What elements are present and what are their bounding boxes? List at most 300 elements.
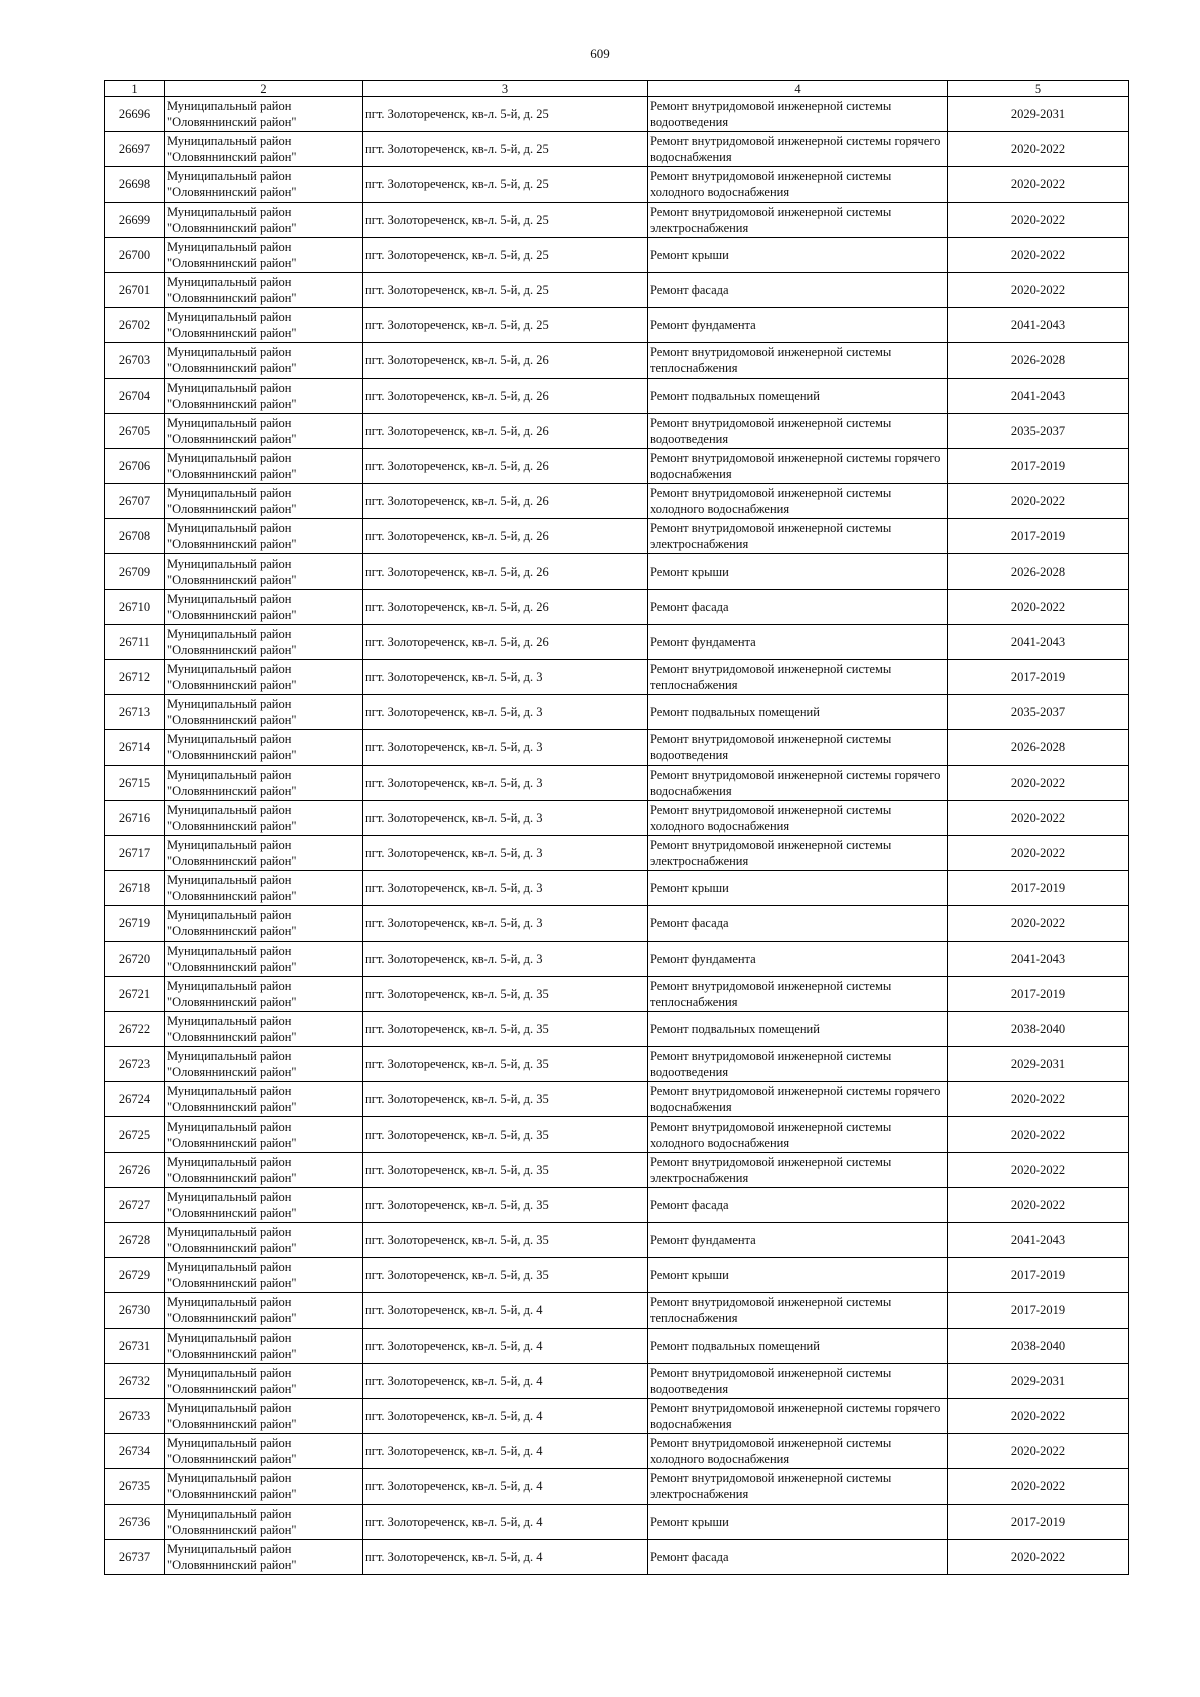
table-row bbox=[105, 1539, 1129, 1574]
municipality-cell bbox=[165, 1539, 363, 1574]
municipality-cell bbox=[165, 660, 363, 695]
table-row bbox=[105, 1434, 1129, 1469]
municipality-line: "Оловяннинский район" bbox=[167, 1346, 297, 1361]
row-number: 26704 bbox=[105, 378, 165, 413]
column-header: 3 bbox=[363, 81, 648, 97]
municipality-line: "Оловяннинский район" bbox=[167, 1381, 297, 1396]
municipality-line: "Оловяннинский район" bbox=[167, 1311, 297, 1326]
table-header-row bbox=[105, 81, 1129, 97]
table-row bbox=[105, 1363, 1129, 1398]
municipality-line: Муниципальный район bbox=[167, 450, 292, 465]
municipality-cell bbox=[165, 343, 363, 378]
address-cell: пгт. Золотореченск, кв-л. 5-й, д. 35 bbox=[363, 1152, 648, 1187]
municipality-cell bbox=[165, 448, 363, 483]
address-cell: пгт. Золотореченск, кв-л. 5-й, д. 4 bbox=[363, 1539, 648, 1574]
table-row bbox=[105, 132, 1129, 167]
municipality-line: "Оловяннинский район" bbox=[167, 1276, 297, 1291]
municipality-cell bbox=[165, 941, 363, 976]
work-type-cell: Ремонт подвальных помещений bbox=[648, 1011, 948, 1046]
table-row bbox=[105, 167, 1129, 202]
address-cell: пгт. Золотореченск, кв-л. 5-й, д. 26 bbox=[363, 343, 648, 378]
municipality-cell bbox=[165, 871, 363, 906]
municipality-line: "Оловяннинский район" bbox=[167, 889, 297, 904]
column-header: 4 bbox=[648, 81, 948, 97]
address-cell: пгт. Золотореченск, кв-л. 5-й, д. 3 bbox=[363, 871, 648, 906]
municipality-line: "Оловяннинский район" bbox=[167, 1029, 297, 1044]
table-row bbox=[105, 1469, 1129, 1504]
row-number: 26731 bbox=[105, 1328, 165, 1363]
municipality-cell bbox=[165, 835, 363, 870]
municipality-line: Муниципальный район bbox=[167, 732, 292, 747]
municipality-cell bbox=[165, 132, 363, 167]
municipality-line: Муниципальный район bbox=[167, 134, 292, 149]
row-number: 26726 bbox=[105, 1152, 165, 1187]
row-number: 26716 bbox=[105, 800, 165, 835]
municipality-line: "Оловяннинский район" bbox=[167, 994, 297, 1009]
municipality-line: Муниципальный район bbox=[167, 556, 292, 571]
municipality-line: "Оловяннинский район" bbox=[167, 783, 297, 798]
municipality-line: "Оловяннинский район" bbox=[167, 642, 297, 657]
period-cell: 2017-2019 bbox=[948, 519, 1129, 554]
municipality-line: "Оловяннинский район" bbox=[167, 1522, 297, 1537]
municipality-cell bbox=[165, 1152, 363, 1187]
row-number: 26711 bbox=[105, 624, 165, 659]
municipality-line: Муниципальный район bbox=[167, 626, 292, 641]
address-cell: пгт. Золотореченск, кв-л. 5-й, д. 35 bbox=[363, 1011, 648, 1046]
work-type-cell: Ремонт внутридомовой инженерной системы электроснабжения bbox=[648, 202, 948, 237]
municipality-line: Муниципальный район bbox=[167, 1436, 292, 1451]
table-row bbox=[105, 1152, 1129, 1187]
period-cell: 2038-2040 bbox=[948, 1328, 1129, 1363]
work-type-cell: Ремонт внутридомовой инженерной системы холодного водоснабжения bbox=[648, 167, 948, 202]
address-cell: пгт. Золотореченск, кв-л. 5-й, д. 26 bbox=[363, 554, 648, 589]
table-row bbox=[105, 800, 1129, 835]
address-cell: пгт. Золотореченск, кв-л. 5-й, д. 25 bbox=[363, 97, 648, 132]
period-cell: 2041-2043 bbox=[948, 378, 1129, 413]
municipality-cell bbox=[165, 1398, 363, 1433]
municipality-line: "Оловяннинский район" bbox=[167, 431, 297, 446]
municipality-line: "Оловяннинский район" bbox=[167, 1487, 297, 1502]
municipality-line: "Оловяннинский район" bbox=[167, 818, 297, 833]
table-row bbox=[105, 695, 1129, 730]
period-cell: 2020-2022 bbox=[948, 1082, 1129, 1117]
address-cell: пгт. Золотореченск, кв-л. 5-й, д. 3 bbox=[363, 906, 648, 941]
municipality-line: Муниципальный район bbox=[167, 662, 292, 677]
municipality-cell bbox=[165, 1363, 363, 1398]
column-header: 2 bbox=[165, 81, 363, 97]
period-cell: 2017-2019 bbox=[948, 1258, 1129, 1293]
municipality-line: Муниципальный район bbox=[167, 1365, 292, 1380]
table-row bbox=[105, 343, 1129, 378]
address-cell: пгт. Золотореченск, кв-л. 5-й, д. 25 bbox=[363, 167, 648, 202]
period-cell: 2026-2028 bbox=[948, 343, 1129, 378]
municipality-line: "Оловяннинский район" bbox=[167, 502, 297, 517]
address-cell: пгт. Золотореченск, кв-л. 5-й, д. 4 bbox=[363, 1328, 648, 1363]
municipality-line: Муниципальный район bbox=[167, 1013, 292, 1028]
municipality-line: "Оловяннинский район" bbox=[167, 1065, 297, 1080]
period-cell: 2020-2022 bbox=[948, 1187, 1129, 1222]
table-row bbox=[105, 1258, 1129, 1293]
row-number: 26727 bbox=[105, 1187, 165, 1222]
municipality-line: Муниципальный район bbox=[167, 1119, 292, 1134]
municipality-line: Муниципальный район bbox=[167, 239, 292, 254]
table-row bbox=[105, 765, 1129, 800]
period-cell: 2017-2019 bbox=[948, 1293, 1129, 1328]
row-number: 26713 bbox=[105, 695, 165, 730]
municipality-cell bbox=[165, 308, 363, 343]
period-cell: 2035-2037 bbox=[948, 413, 1129, 448]
municipality-cell bbox=[165, 413, 363, 448]
work-type-cell: Ремонт внутридомовой инженерной системы электроснабжения bbox=[648, 835, 948, 870]
municipality-cell bbox=[165, 624, 363, 659]
municipality-cell bbox=[165, 695, 363, 730]
table-row bbox=[105, 1398, 1129, 1433]
table-row bbox=[105, 941, 1129, 976]
period-cell: 2041-2043 bbox=[948, 941, 1129, 976]
municipality-cell bbox=[165, 237, 363, 272]
period-cell: 2029-2031 bbox=[948, 1363, 1129, 1398]
work-type-cell: Ремонт внутридомовой инженерной системы холодного водоснабжения bbox=[648, 1117, 948, 1152]
table-row bbox=[105, 519, 1129, 554]
municipality-line: Муниципальный район bbox=[167, 1506, 292, 1521]
municipality-line: "Оловяннинский район" bbox=[167, 748, 297, 763]
municipality-line: Муниципальный район bbox=[167, 415, 292, 430]
work-type-cell: Ремонт внутридомовой инженерной системы холодного водоснабжения bbox=[648, 1434, 948, 1469]
municipality-line: "Оловяннинский район" bbox=[167, 396, 297, 411]
municipality-cell bbox=[165, 1258, 363, 1293]
municipality-cell bbox=[165, 800, 363, 835]
table-row bbox=[105, 624, 1129, 659]
municipality-line: "Оловяннинский район" bbox=[167, 713, 297, 728]
municipality-line: "Оловяннинский район" bbox=[167, 220, 297, 235]
address-cell: пгт. Золотореченск, кв-л. 5-й, д. 26 bbox=[363, 378, 648, 413]
municipality-cell bbox=[165, 1082, 363, 1117]
column-header: 5 bbox=[948, 81, 1129, 97]
municipality-line: Муниципальный район bbox=[167, 1084, 292, 1099]
address-cell: пгт. Золотореченск, кв-л. 5-й, д. 25 bbox=[363, 272, 648, 307]
row-number: 26732 bbox=[105, 1363, 165, 1398]
municipality-line: "Оловяннинский район" bbox=[167, 1557, 297, 1572]
municipality-line: Муниципальный район bbox=[167, 838, 292, 853]
municipality-line: Муниципальный район bbox=[167, 1471, 292, 1486]
address-cell: пгт. Золотореченск, кв-л. 5-й, д. 25 bbox=[363, 308, 648, 343]
table-row bbox=[105, 730, 1129, 765]
address-cell: пгт. Золотореченск, кв-л. 5-й, д. 26 bbox=[363, 413, 648, 448]
row-number: 26729 bbox=[105, 1258, 165, 1293]
work-type-cell: Ремонт внутридомовой инженерной системы водоотведения bbox=[648, 1363, 948, 1398]
municipality-cell bbox=[165, 1469, 363, 1504]
table-row bbox=[105, 906, 1129, 941]
period-cell: 2041-2043 bbox=[948, 1223, 1129, 1258]
period-cell: 2020-2022 bbox=[948, 202, 1129, 237]
period-cell: 2026-2028 bbox=[948, 730, 1129, 765]
municipality-line: Муниципальный район bbox=[167, 486, 292, 501]
period-cell: 2041-2043 bbox=[948, 624, 1129, 659]
address-cell: пгт. Золотореченск, кв-л. 5-й, д. 35 bbox=[363, 1047, 648, 1082]
municipality-line: "Оловяннинский район" bbox=[167, 361, 297, 376]
period-cell: 2020-2022 bbox=[948, 167, 1129, 202]
address-cell: пгт. Золотореченск, кв-л. 5-й, д. 3 bbox=[363, 695, 648, 730]
table-row bbox=[105, 1187, 1129, 1222]
row-number: 26728 bbox=[105, 1223, 165, 1258]
row-number: 26725 bbox=[105, 1117, 165, 1152]
municipality-line: Муниципальный район bbox=[167, 591, 292, 606]
row-number: 26709 bbox=[105, 554, 165, 589]
municipality-line: "Оловяннинский район" bbox=[167, 115, 297, 130]
municipality-line: "Оловяннинский район" bbox=[167, 959, 297, 974]
work-type-cell: Ремонт внутридомовой инженерной системы теплоснабжения bbox=[648, 1293, 948, 1328]
work-type-cell: Ремонт внутридомовой инженерной системы горячего водоснабжения bbox=[648, 448, 948, 483]
municipality-line: Муниципальный район bbox=[167, 99, 292, 114]
municipality-line: Муниципальный район bbox=[167, 697, 292, 712]
work-type-cell: Ремонт фасада bbox=[648, 589, 948, 624]
address-cell: пгт. Золотореченск, кв-л. 5-й, д. 4 bbox=[363, 1363, 648, 1398]
work-type-cell: Ремонт фундамента bbox=[648, 624, 948, 659]
municipality-line: Муниципальный район bbox=[167, 943, 292, 958]
address-cell: пгт. Золотореченск, кв-л. 5-й, д. 25 bbox=[363, 202, 648, 237]
table-row bbox=[105, 1047, 1129, 1082]
row-number: 26724 bbox=[105, 1082, 165, 1117]
work-type-cell: Ремонт крыши bbox=[648, 1258, 948, 1293]
municipality-cell bbox=[165, 378, 363, 413]
row-number: 26719 bbox=[105, 906, 165, 941]
work-type-cell: Ремонт фундамента bbox=[648, 1223, 948, 1258]
row-number: 26718 bbox=[105, 871, 165, 906]
municipality-line: "Оловяннинский район" bbox=[167, 466, 297, 481]
address-cell: пгт. Золотореченск, кв-л. 5-й, д. 4 bbox=[363, 1293, 648, 1328]
municipality-line: "Оловяннинский район" bbox=[167, 291, 297, 306]
work-type-cell: Ремонт подвальных помещений bbox=[648, 695, 948, 730]
municipality-cell bbox=[165, 1328, 363, 1363]
period-cell: 2020-2022 bbox=[948, 1469, 1129, 1504]
table-row bbox=[105, 976, 1129, 1011]
municipality-line: Муниципальный район bbox=[167, 767, 292, 782]
period-cell: 2017-2019 bbox=[948, 1504, 1129, 1539]
row-number: 26700 bbox=[105, 237, 165, 272]
work-type-cell: Ремонт внутридомовой инженерной системы водоотведения bbox=[648, 730, 948, 765]
row-number: 26712 bbox=[105, 660, 165, 695]
municipality-line: Муниципальный район bbox=[167, 1330, 292, 1345]
work-type-cell: Ремонт внутридомовой инженерной системы горячего водоснабжения bbox=[648, 132, 948, 167]
municipality-line: "Оловяннинский район" bbox=[167, 1205, 297, 1220]
period-cell: 2020-2022 bbox=[948, 132, 1129, 167]
period-cell: 2017-2019 bbox=[948, 660, 1129, 695]
table-row bbox=[105, 660, 1129, 695]
address-cell: пгт. Золотореченск, кв-л. 5-й, д. 26 bbox=[363, 624, 648, 659]
period-cell: 2029-2031 bbox=[948, 97, 1129, 132]
table-row bbox=[105, 1504, 1129, 1539]
period-cell: 2020-2022 bbox=[948, 237, 1129, 272]
municipality-line: "Оловяннинский район" bbox=[167, 1135, 297, 1150]
table-row bbox=[105, 484, 1129, 519]
work-type-cell: Ремонт фундамента bbox=[648, 308, 948, 343]
municipality-line: Муниципальный район bbox=[167, 275, 292, 290]
address-cell: пгт. Золотореченск, кв-л. 5-й, д. 3 bbox=[363, 800, 648, 835]
table-row bbox=[105, 272, 1129, 307]
row-number: 26699 bbox=[105, 202, 165, 237]
address-cell: пгт. Золотореченск, кв-л. 5-й, д. 4 bbox=[363, 1469, 648, 1504]
period-cell: 2020-2022 bbox=[948, 1152, 1129, 1187]
work-type-cell: Ремонт внутридомовой инженерной системы холодного водоснабжения bbox=[648, 484, 948, 519]
row-number: 26730 bbox=[105, 1293, 165, 1328]
address-cell: пгт. Золотореченск, кв-л. 5-й, д. 26 bbox=[363, 484, 648, 519]
table-body bbox=[105, 97, 1129, 1575]
period-cell: 2035-2037 bbox=[948, 695, 1129, 730]
address-cell: пгт. Золотореченск, кв-л. 5-й, д. 35 bbox=[363, 1223, 648, 1258]
row-number: 26703 bbox=[105, 343, 165, 378]
municipality-cell bbox=[165, 1047, 363, 1082]
table-row bbox=[105, 871, 1129, 906]
municipality-cell bbox=[165, 1187, 363, 1222]
period-cell: 2020-2022 bbox=[948, 1539, 1129, 1574]
row-number: 26735 bbox=[105, 1469, 165, 1504]
municipality-cell bbox=[165, 1293, 363, 1328]
address-cell: пгт. Золотореченск, кв-л. 5-й, д. 3 bbox=[363, 835, 648, 870]
address-cell: пгт. Золотореченск, кв-л. 5-й, д. 3 bbox=[363, 941, 648, 976]
municipality-line: "Оловяннинский район" bbox=[167, 572, 297, 587]
table-row bbox=[105, 448, 1129, 483]
municipality-line: "Оловяннинский район" bbox=[167, 607, 297, 622]
municipality-cell bbox=[165, 730, 363, 765]
work-type-cell: Ремонт внутридомовой инженерной системы электроснабжения bbox=[648, 519, 948, 554]
municipality-line: "Оловяннинский район" bbox=[167, 1452, 297, 1467]
address-cell: пгт. Золотореченск, кв-л. 5-й, д. 3 bbox=[363, 765, 648, 800]
work-type-cell: Ремонт крыши bbox=[648, 554, 948, 589]
municipality-cell bbox=[165, 765, 363, 800]
municipality-cell bbox=[165, 1117, 363, 1152]
address-cell: пгт. Золотореченск, кв-л. 5-й, д. 3 bbox=[363, 660, 648, 695]
table-row bbox=[105, 237, 1129, 272]
municipality-cell bbox=[165, 906, 363, 941]
period-cell: 2017-2019 bbox=[948, 448, 1129, 483]
municipality-line: Муниципальный район bbox=[167, 1189, 292, 1204]
work-type-cell: Ремонт внутридомовой инженерной системы электроснабжения bbox=[648, 1152, 948, 1187]
register-table bbox=[104, 80, 1129, 1575]
work-type-cell: Ремонт внутридомовой инженерной системы холодного водоснабжения bbox=[648, 800, 948, 835]
column-header: 1 bbox=[105, 81, 165, 97]
period-cell: 2029-2031 bbox=[948, 1047, 1129, 1082]
work-type-cell: Ремонт фасада bbox=[648, 906, 948, 941]
work-type-cell: Ремонт фасада bbox=[648, 272, 948, 307]
municipality-line: Муниципальный район bbox=[167, 1295, 292, 1310]
address-cell: пгт. Золотореченск, кв-л. 5-й, д. 35 bbox=[363, 1117, 648, 1152]
municipality-line: "Оловяннинский район" bbox=[167, 854, 297, 869]
address-cell: пгт. Золотореченск, кв-л. 5-й, д. 25 bbox=[363, 132, 648, 167]
municipality-line: Муниципальный район bbox=[167, 310, 292, 325]
municipality-cell bbox=[165, 1504, 363, 1539]
table-row bbox=[105, 1117, 1129, 1152]
row-number: 26701 bbox=[105, 272, 165, 307]
municipality-line: "Оловяннинский район" bbox=[167, 150, 297, 165]
address-cell: пгт. Золотореченск, кв-л. 5-й, д. 26 bbox=[363, 448, 648, 483]
municipality-line: "Оловяннинский район" bbox=[167, 185, 297, 200]
work-type-cell: Ремонт внутридомовой инженерной системы горячего водоснабжения bbox=[648, 765, 948, 800]
address-cell: пгт. Золотореченск, кв-л. 5-й, д. 3 bbox=[363, 730, 648, 765]
work-type-cell: Ремонт фундамента bbox=[648, 941, 948, 976]
municipality-line: "Оловяннинский район" bbox=[167, 1100, 297, 1115]
table-row bbox=[105, 554, 1129, 589]
period-cell: 2020-2022 bbox=[948, 765, 1129, 800]
table-row bbox=[105, 1011, 1129, 1046]
row-number: 26710 bbox=[105, 589, 165, 624]
row-number: 26734 bbox=[105, 1434, 165, 1469]
row-number: 26722 bbox=[105, 1011, 165, 1046]
period-cell: 2020-2022 bbox=[948, 835, 1129, 870]
row-number: 26736 bbox=[105, 1504, 165, 1539]
row-number: 26708 bbox=[105, 519, 165, 554]
row-number: 26698 bbox=[105, 167, 165, 202]
period-cell: 2017-2019 bbox=[948, 976, 1129, 1011]
work-type-cell: Ремонт внутридомовой инженерной системы горячего водоснабжения bbox=[648, 1398, 948, 1433]
municipality-line: Муниципальный район bbox=[167, 802, 292, 817]
address-cell: пгт. Золотореченск, кв-л. 5-й, д. 35 bbox=[363, 1187, 648, 1222]
row-number: 26721 bbox=[105, 976, 165, 1011]
municipality-line: Муниципальный район bbox=[167, 1260, 292, 1275]
municipality-cell bbox=[165, 1011, 363, 1046]
row-number: 26733 bbox=[105, 1398, 165, 1433]
municipality-line: "Оловяннинский район" bbox=[167, 255, 297, 270]
work-type-cell: Ремонт внутридомовой инженерной системы водоотведения bbox=[648, 97, 948, 132]
table-row bbox=[105, 835, 1129, 870]
municipality-line: Муниципальный район bbox=[167, 1154, 292, 1169]
work-type-cell: Ремонт фасада bbox=[648, 1539, 948, 1574]
municipality-line: "Оловяннинский район" bbox=[167, 326, 297, 341]
work-type-cell: Ремонт подвальных помещений bbox=[648, 1328, 948, 1363]
period-cell: 2020-2022 bbox=[948, 1434, 1129, 1469]
work-type-cell: Ремонт внутридомовой инженерной системы водоотведения bbox=[648, 1047, 948, 1082]
municipality-cell bbox=[165, 167, 363, 202]
work-type-cell: Ремонт крыши bbox=[648, 1504, 948, 1539]
address-cell: пгт. Золотореченск, кв-л. 5-й, д. 35 bbox=[363, 1258, 648, 1293]
row-number: 26702 bbox=[105, 308, 165, 343]
municipality-line: Муниципальный район bbox=[167, 1225, 292, 1240]
municipality-line: "Оловяннинский район" bbox=[167, 678, 297, 693]
work-type-cell: Ремонт внутридомовой инженерной системы водоотведения bbox=[648, 413, 948, 448]
row-number: 26715 bbox=[105, 765, 165, 800]
work-type-cell: Ремонт подвальных помещений bbox=[648, 378, 948, 413]
municipality-cell bbox=[165, 976, 363, 1011]
table-row bbox=[105, 413, 1129, 448]
table-row bbox=[105, 1082, 1129, 1117]
municipality-cell bbox=[165, 1223, 363, 1258]
work-type-cell: Ремонт внутридомовой инженерной системы теплоснабжения bbox=[648, 343, 948, 378]
address-cell: пгт. Золотореченск, кв-л. 5-й, д. 35 bbox=[363, 976, 648, 1011]
table-row bbox=[105, 308, 1129, 343]
table-row bbox=[105, 1223, 1129, 1258]
row-number: 26720 bbox=[105, 941, 165, 976]
period-cell: 2020-2022 bbox=[948, 484, 1129, 519]
row-number: 26697 bbox=[105, 132, 165, 167]
table-row bbox=[105, 378, 1129, 413]
period-cell: 2041-2043 bbox=[948, 308, 1129, 343]
period-cell: 2020-2022 bbox=[948, 1398, 1129, 1433]
period-cell: 2038-2040 bbox=[948, 1011, 1129, 1046]
table-row bbox=[105, 97, 1129, 132]
address-cell: пгт. Золотореченск, кв-л. 5-й, д. 26 bbox=[363, 519, 648, 554]
municipality-line: Муниципальный район bbox=[167, 978, 292, 993]
municipality-line: "Оловяннинский район" bbox=[167, 1170, 297, 1185]
table-row bbox=[105, 1293, 1129, 1328]
address-cell: пгт. Золотореченск, кв-л. 5-й, д. 4 bbox=[363, 1434, 648, 1469]
row-number: 26707 bbox=[105, 484, 165, 519]
municipality-line: Муниципальный район bbox=[167, 873, 292, 888]
municipality-line: Муниципальный район bbox=[167, 169, 292, 184]
period-cell: 2017-2019 bbox=[948, 871, 1129, 906]
work-type-cell: Ремонт крыши bbox=[648, 237, 948, 272]
municipality-cell bbox=[165, 589, 363, 624]
work-type-cell: Ремонт крыши bbox=[648, 871, 948, 906]
address-cell: пгт. Золотореченск, кв-л. 5-й, д. 25 bbox=[363, 237, 648, 272]
